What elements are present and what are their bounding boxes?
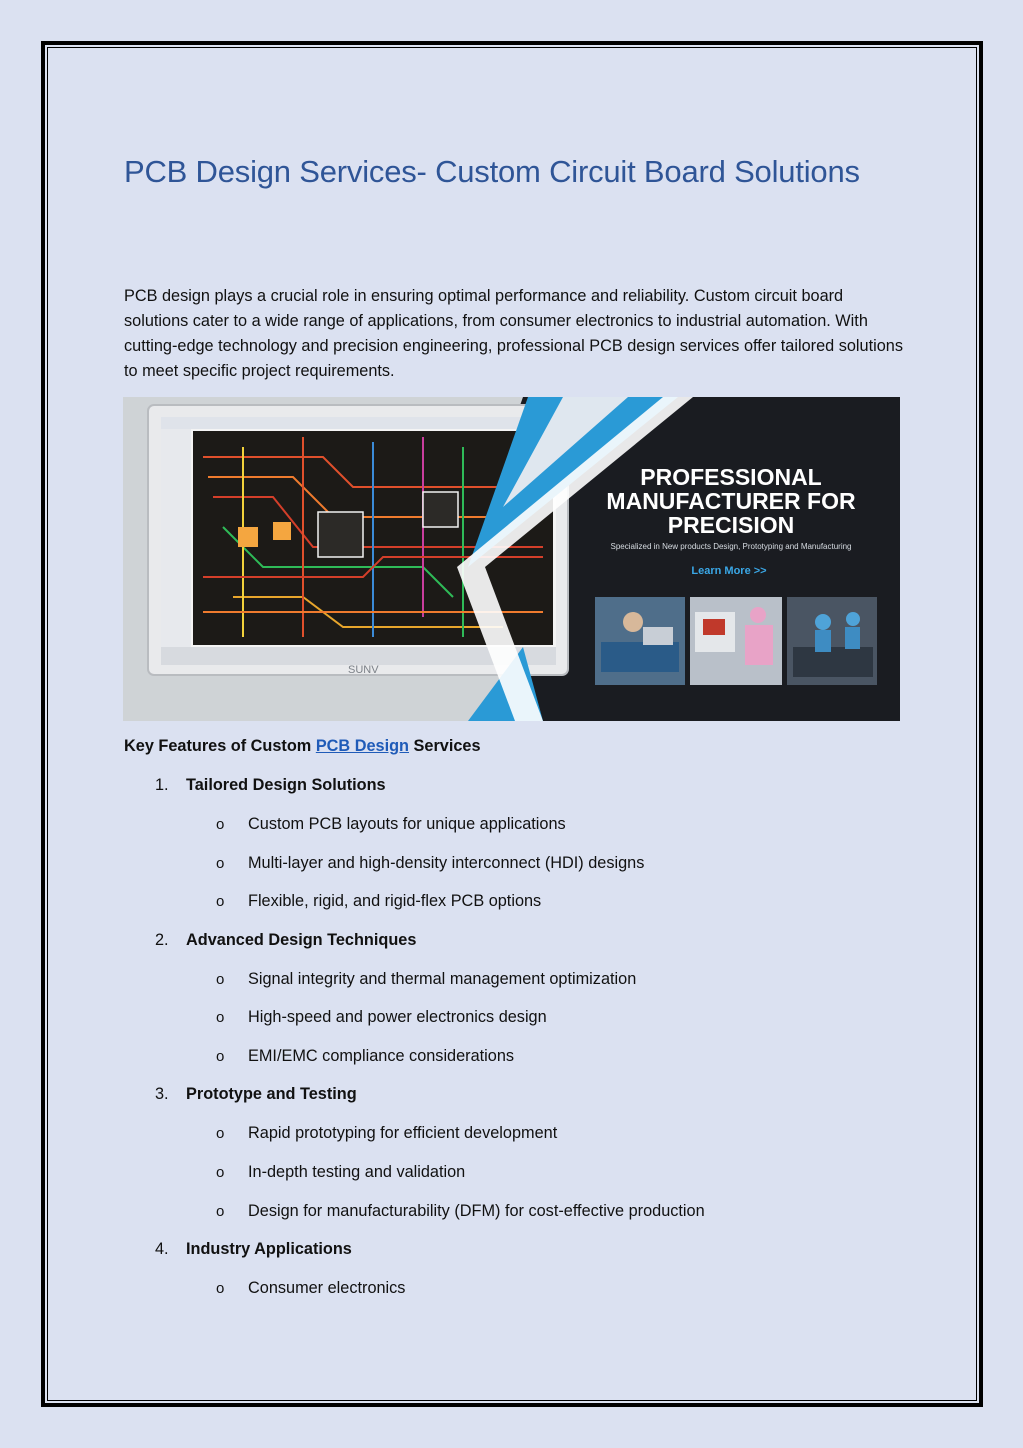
list-item: [216, 1202, 705, 1221]
pcb-design-link[interactable]: PCB Design: [315, 737, 409, 755]
banner-learn-more-link: Learn More >>: [691, 565, 767, 577]
features-heading: [124, 737, 481, 756]
banner-headline-1: PROFESSIONAL: [640, 464, 822, 490]
list-item: [216, 1047, 514, 1066]
intro-paragraph: PCB design plays a crucial role in ensuring optimal performance and reliability. Custom circuit board solutions cater to a wide range of applications, from consumer electronics to industrial automation. With cutting-edge technology and precision engineering, professional PCB design services offer tailored solutions to meet specific project requirements.: [124, 287, 903, 380]
bullet-circle-icon: o: [216, 971, 225, 988]
banner-headline-2: MANUFACTURER FOR: [606, 488, 856, 514]
document-title: PCB Design Services- Custom Circuit Board Solutions: [124, 154, 860, 189]
list-number: 3.: [155, 1085, 169, 1103]
list-item-text: Custom PCB layouts for unique applications: [248, 815, 566, 833]
features-heading-suffix: Services: [409, 737, 481, 755]
bullet-circle-icon: o: [216, 1164, 225, 1181]
list-number: 4.: [155, 1240, 169, 1258]
list-item-text: Design for manufacturability (DFM) for cost-effective production: [248, 1202, 705, 1220]
list-item: [216, 1008, 547, 1027]
factory-photo-2: [690, 597, 782, 685]
feature-label: Tailored Design Solutions: [186, 776, 386, 794]
factory-photo-3: [787, 597, 877, 685]
list-item: [216, 854, 644, 873]
bullet-circle-icon: o: [216, 1048, 225, 1065]
list-item: [216, 1279, 405, 1298]
list-item: [216, 815, 566, 834]
banner-headline-3: PRECISION: [667, 512, 795, 538]
bullet-circle-icon: o: [216, 1203, 225, 1220]
factory-photo-1: [595, 597, 685, 685]
list-item-text: Rapid prototyping for efficient development: [248, 1124, 558, 1142]
bullet-circle-icon: o: [216, 855, 225, 872]
feature-label: Prototype and Testing: [186, 1085, 357, 1103]
list-item-text: High-speed and power electronics design: [248, 1008, 547, 1026]
monitor-brand: SUNV: [348, 664, 379, 676]
list-item-text: EMI/EMC compliance considerations: [248, 1047, 515, 1065]
feature-item-industry-applications: [155, 1240, 352, 1259]
list-item: [216, 892, 541, 911]
list-item: [216, 1163, 465, 1182]
list-item-text: Consumer electronics: [248, 1279, 406, 1297]
bullet-circle-icon: o: [216, 893, 225, 910]
page-border-inner: [47, 47, 977, 1401]
list-item-text: Flexible, rigid, and rigid-flex PCB options: [248, 892, 542, 910]
promo-banner-image[interactable]: [123, 397, 900, 721]
features-heading-prefix: Key Features of Custom: [124, 737, 316, 755]
bullet-circle-icon: o: [216, 816, 225, 833]
bullet-circle-icon: o: [216, 1009, 225, 1026]
list-item: [216, 970, 636, 989]
list-item-text: Multi-layer and high-density interconnect (HDI) designs: [248, 854, 645, 872]
feature-item-advanced-techniques: [155, 931, 416, 950]
list-number: 2.: [155, 931, 169, 949]
list-number: 1.: [155, 776, 169, 794]
banner-tagline: Specialized in New products Design, Prototyping and Manufacturing: [610, 542, 852, 551]
feature-item-tailored-design: [155, 776, 386, 795]
pcb-chip: [318, 512, 363, 557]
bullet-circle-icon: o: [216, 1280, 225, 1297]
feature-label: Industry Applications: [186, 1240, 352, 1258]
feature-label: Advanced Design Techniques: [186, 931, 417, 949]
bullet-circle-icon: o: [216, 1125, 225, 1142]
list-item-text: Signal integrity and thermal management optimization: [248, 970, 637, 988]
list-item-text: In-depth testing and validation: [248, 1163, 466, 1181]
feature-item-prototype-testing: [155, 1085, 357, 1104]
list-item: [216, 1124, 557, 1143]
